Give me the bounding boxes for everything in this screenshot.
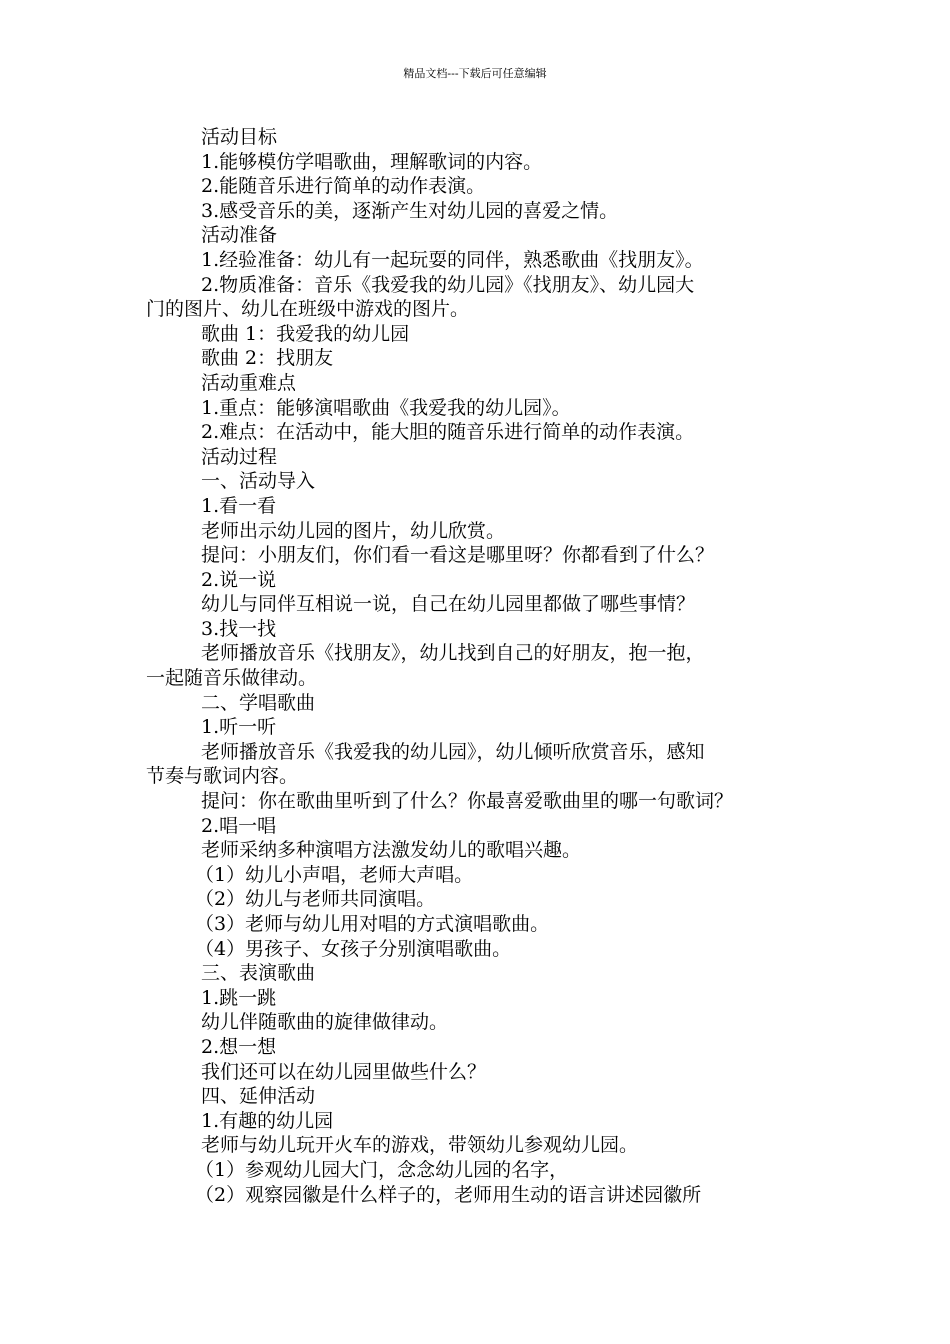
- text-line: 老师采纳多种演唱方法激发幼儿的歌唱兴趣。: [201, 839, 582, 862]
- text-line: 提问：你在歌曲里听到了什么？你最喜爱歌曲里的哪一句歌词？: [201, 790, 734, 813]
- text-line: 1.跳一跳: [201, 986, 277, 1009]
- text-line: 1.看一看: [201, 494, 277, 517]
- text-line: 我们还可以在幼儿园里做些什么？: [201, 1060, 487, 1083]
- text-line: 一、活动导入: [201, 470, 316, 493]
- text-line: 老师播放音乐《我爱我的幼儿园》，幼儿倾听欣赏音乐，感知: [201, 740, 705, 763]
- document-body: [146, 125, 818, 1207]
- page-header: 精品文档---下载后可任意编辑: [403, 67, 547, 80]
- text-line: 3.感受音乐的美，逐渐产生对幼儿园的喜爱之情。: [201, 199, 619, 222]
- text-line: （1）参观幼儿园大门，念念幼儿园的名字，: [195, 1158, 569, 1181]
- text-line: 幼儿伴随歌曲的旋律做律动。: [201, 1011, 449, 1034]
- text-line: 2.想一想: [201, 1035, 277, 1058]
- text-line: （1）幼儿小声唱，老师大声唱。: [195, 863, 474, 886]
- text-line: 1.重点：能够演唱歌曲《我爱我的幼儿园》。: [201, 396, 571, 419]
- text-line: 活动目标: [201, 126, 278, 148]
- text-line: 一起随音乐做律动。: [146, 667, 318, 690]
- text-line: （2）幼儿与老师共同演唱。: [195, 888, 436, 911]
- text-line: 1.有趣的幼儿园: [201, 1109, 334, 1132]
- text-line: 活动过程: [201, 445, 278, 468]
- text-line: 老师出示幼儿园的图片，幼儿欣赏。: [201, 519, 506, 542]
- text-line: 2.难点：在活动中，能大胆的随音乐进行简单的动作表演。: [201, 421, 695, 444]
- text-line: 3.找一找: [201, 617, 277, 640]
- text-line: 歌曲 1：我爱我的幼儿园: [201, 322, 410, 345]
- text-line: 歌曲 2：找朋友: [201, 347, 334, 370]
- text-line: 四、延伸活动: [201, 1085, 316, 1108]
- text-line: 幼儿与同伴互相说一说，自己在幼儿园里都做了哪些事情？: [201, 593, 696, 616]
- text-line: 1.经验准备：幼儿有一起玩耍的同伴，熟悉歌曲《找朋友》。: [201, 248, 704, 271]
- text-line: 活动准备: [201, 224, 278, 247]
- text-line: 活动重难点: [201, 371, 297, 394]
- text-line: 节奏与歌词内容。: [146, 765, 299, 788]
- text-line: 提问：小朋友们，你们看一看这是哪里呀？你都看到了什么？: [201, 544, 715, 567]
- text-line: 老师与幼儿玩开火车的游戏，带领幼儿参观幼儿园。: [201, 1134, 639, 1157]
- text-line: 2.说一说: [201, 568, 277, 591]
- text-line: 2.唱一唱: [201, 814, 277, 837]
- text-line: 2.物质准备：音乐《我爱我的幼儿园》《找朋友》、幼儿园大: [201, 273, 695, 296]
- text-line: （4）男孩子、女孩子分别演唱歌曲。: [195, 937, 512, 960]
- text-line: （2）观察园徽是什么样子的，老师用生动的语言讲述园徽所: [195, 1183, 702, 1206]
- text-line: 老师播放音乐《找朋友》，幼儿找到自己的好朋友，抱一抱，: [201, 642, 705, 665]
- text-line: 2.能随音乐进行简单的动作表演。: [201, 175, 486, 198]
- text-line: 1.能够模仿学唱歌曲，理解歌词的内容。: [201, 150, 543, 173]
- text-line: （3）老师与幼儿用对唱的方式演唱歌曲。: [195, 913, 550, 935]
- text-line: 1.听一听: [201, 716, 277, 739]
- text-line: 三、表演歌曲: [201, 962, 316, 985]
- text-line: 门的图片、幼儿在班级中游戏的图片。: [146, 298, 470, 321]
- text-line: 二、学唱歌曲: [201, 691, 316, 714]
